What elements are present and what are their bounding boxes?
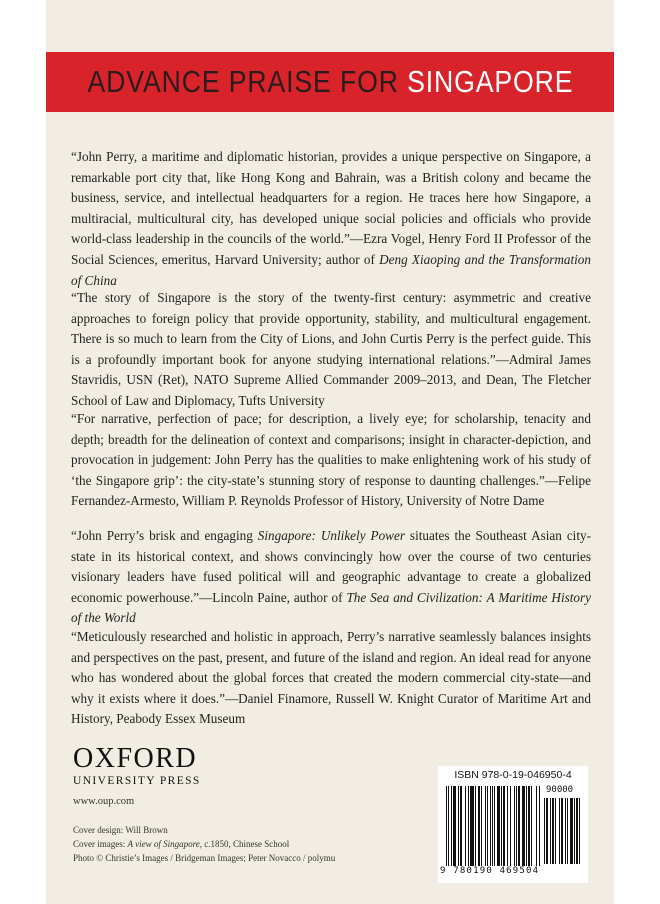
- cover-credits: [73, 823, 335, 865]
- quote-book-title: Deng Xiaoping and the Transformation of China: [71, 251, 591, 288]
- photo-credit: Photo © Christie’s Images / Bridgeman Images; Peter Novacco / polymu: [73, 853, 336, 863]
- quote-stavridis: [71, 288, 591, 412]
- quote-vogel: [71, 147, 591, 291]
- design-credit: Cover design: Will Brown: [73, 825, 168, 835]
- banner-prefix: ADVANCE PRAISE FOR: [87, 64, 407, 99]
- quote-fernandez-armesto: [71, 409, 591, 512]
- quote-book-title: The Sea and Civilization: A Maritime History of the World: [71, 589, 591, 626]
- credit-image-title: A view of Singapore: [127, 839, 200, 849]
- logo-name: OXFORD: [73, 743, 198, 774]
- isbn-label: ISBN 978-0-19-046950-4: [454, 769, 572, 781]
- quote-text: “John Perry, a maritime and diplomatic historian, provides a unique perspective on Singapore, a remarkable port city that, like Hong Kong and Bahrain, was a British colony and became the business, service, and intellectual headquarters for a region. He traces here how Singapore, a multiracial, multicultural city, has developed unique social policies and officials who provide world-class leadership in the councils of the world.”—Ezra Vogel, Henry Ford II Professor of the Social Sciences, emeritus, Harvard University; author of: [71, 149, 591, 267]
- quote-finamore: [71, 627, 591, 730]
- quote-book-title: Singapore: Unlikely Power: [257, 528, 405, 543]
- quote-paine: [71, 526, 591, 629]
- barcode-bars: [446, 786, 540, 866]
- publisher-website: www.oup.com: [73, 796, 135, 807]
- images-credit: [73, 837, 335, 851]
- barcode-digits: 9 780190 469504: [440, 866, 540, 876]
- oxford-logo: [73, 745, 201, 787]
- logo-subtitle: UNIVERSITY PRESS: [73, 775, 201, 787]
- banner-accent-word: SINGAPORE: [406, 64, 573, 99]
- praise-banner: [46, 52, 614, 112]
- banner-title: [87, 64, 573, 100]
- credit-suffix: , c.1850, Chinese School: [199, 839, 290, 849]
- back-cover: [46, 0, 614, 904]
- barcode-addon-bars: [544, 798, 584, 864]
- quote-text: “Meticulously researched and holistic in approach, Perry’s narrative seamlessly balances insights and perspectives on the past, present, and future of the island and region. An ideal read for anyone who has wondered about the global forces that created the modern commercial city-state—and why it exists where it does.”—Daniel Finamore, Russell W. Knight Curator of Maritime Art and History, Peabody Essex Museum: [71, 629, 591, 727]
- quote-text: “The story of Singapore is the story of the twenty-first century: asymmetric and creative approaches to foreign policy that provide opportunity, stability, and multicultural engagement. There is so much to learn from the City of Lions, and John Curtis Perry is the perfect guide. This is a profoundly important book for anyone studying international relations.”—Admiral James Stavridis, USN (Ret), NATO Supreme Allied Commander 2009–2013, and Dean, The Fletcher School of Law and Diplomacy, Tufts University: [71, 290, 591, 408]
- barcode-panel: [438, 766, 588, 883]
- quote-text: “John Perry’s brisk and engaging: [71, 528, 258, 543]
- quote-text: “For narrative, perfection of pace; for description, a lively eye; for scholarship, tenacity and depth; breadth for the delineation of context and comparisons; insight in character-depiction, and provocation in judgement: John Perry has the qualities to make enlightening work of his study of ‘the Singapore grip’: the city-state’s stunning story of response to daunting challenges.”—Felipe Fernandez-Armesto, William P. Reynolds Professor of History, University of Notre Dame: [71, 411, 591, 509]
- barcode-addon-code: 90000: [546, 785, 574, 795]
- quote-text: situates the Southeast Asian city-state in its historical context, and shows convincingly how over the course of two centuries visionary leaders have fused political will and geographic advantage to create a globalized economic powerhouse.”—Lincoln Paine, author of: [71, 528, 591, 605]
- credit-label: Cover images:: [73, 839, 128, 849]
